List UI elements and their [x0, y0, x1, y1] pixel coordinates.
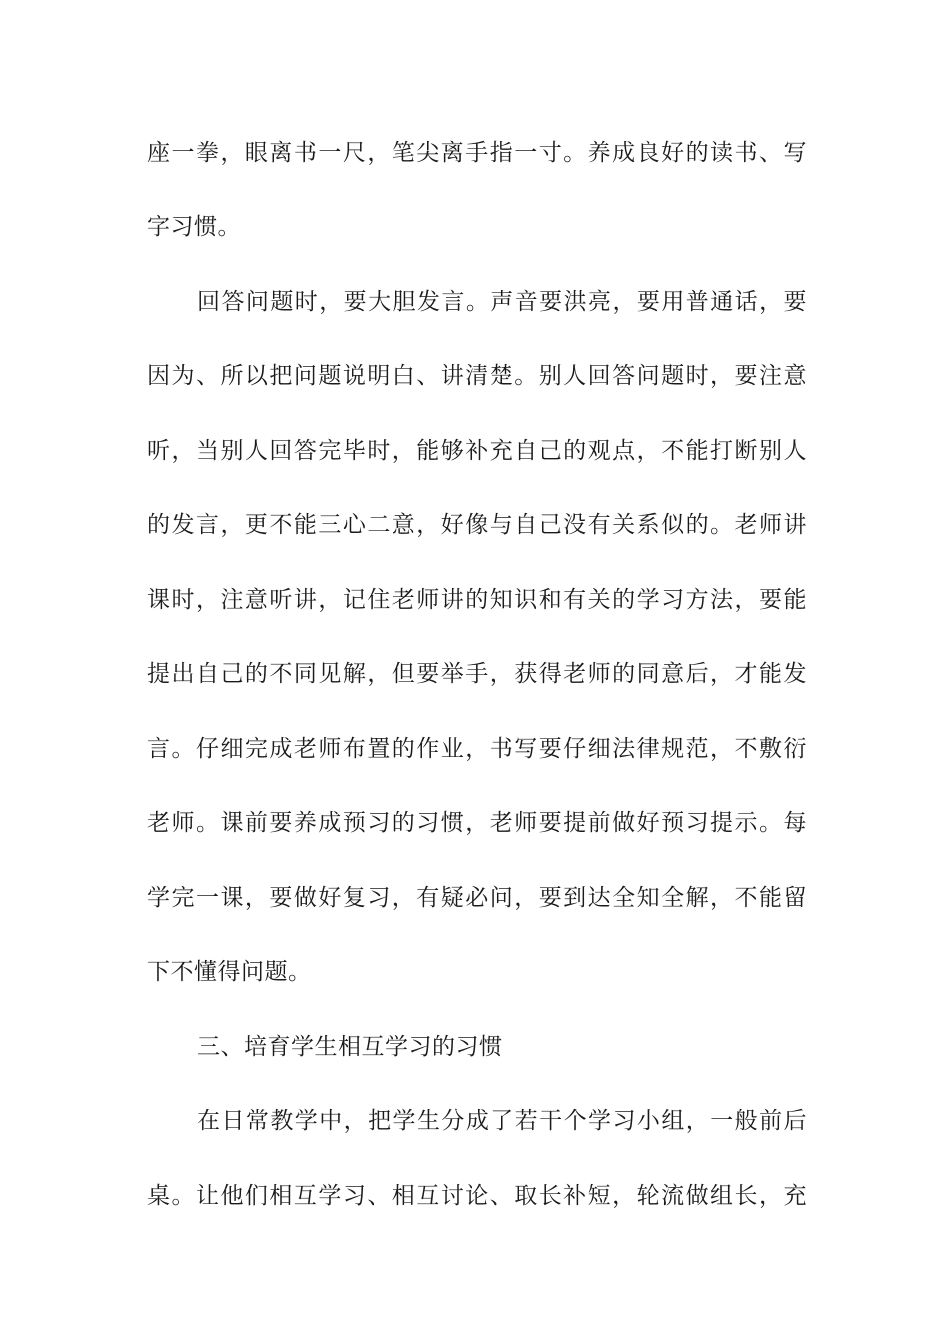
- paragraph-first-line: 在日常教学中，把学生分成了若干个学习小组，一般前后: [197, 1108, 807, 1134]
- text-line: 桌。让他们相互学习、相互讨论、取长补短，轮流做组长，充: [147, 1183, 807, 1209]
- paragraph-first-line: 回答问题时，要大胆发言。声音要洪亮，要用普通话，要: [197, 289, 807, 315]
- text-line: 言。仔细完成老师布置的作业，书写要仔细法律规范，不敷衍: [147, 736, 807, 762]
- text-line: 老师。课前要养成预习的习惯，老师要提前做好预习提示。每: [147, 810, 807, 836]
- section-heading: 三、培育学生相互学习的习惯: [197, 1034, 503, 1060]
- text-line: 下不懂得问题。: [147, 959, 312, 985]
- text-line: 座一拳，眼离书一尺，笔尖离手指一寸。养成良好的读书、写: [147, 140, 807, 166]
- text-line: 字习惯。: [147, 214, 241, 240]
- text-line: 学完一课，要做好复习，有疑必问，要到达全知全解，不能留: [147, 885, 807, 911]
- text-line: 听，当别人回答完毕时，能够补充自己的观点，不能打断别人: [147, 438, 807, 464]
- text-line: 课时，注意听讲，记住老师讲的知识和有关的学习方法，要能: [147, 587, 807, 613]
- text-line: 因为、所以把问题说明白、讲清楚。别人回答问题时，要注意: [147, 363, 807, 389]
- text-line: 提出自己的不同见解，但要举手，获得老师的同意后，才能发: [147, 661, 807, 687]
- text-line: 的发言，更不能三心二意，好像与自己没有关系似的。老师讲: [147, 512, 807, 538]
